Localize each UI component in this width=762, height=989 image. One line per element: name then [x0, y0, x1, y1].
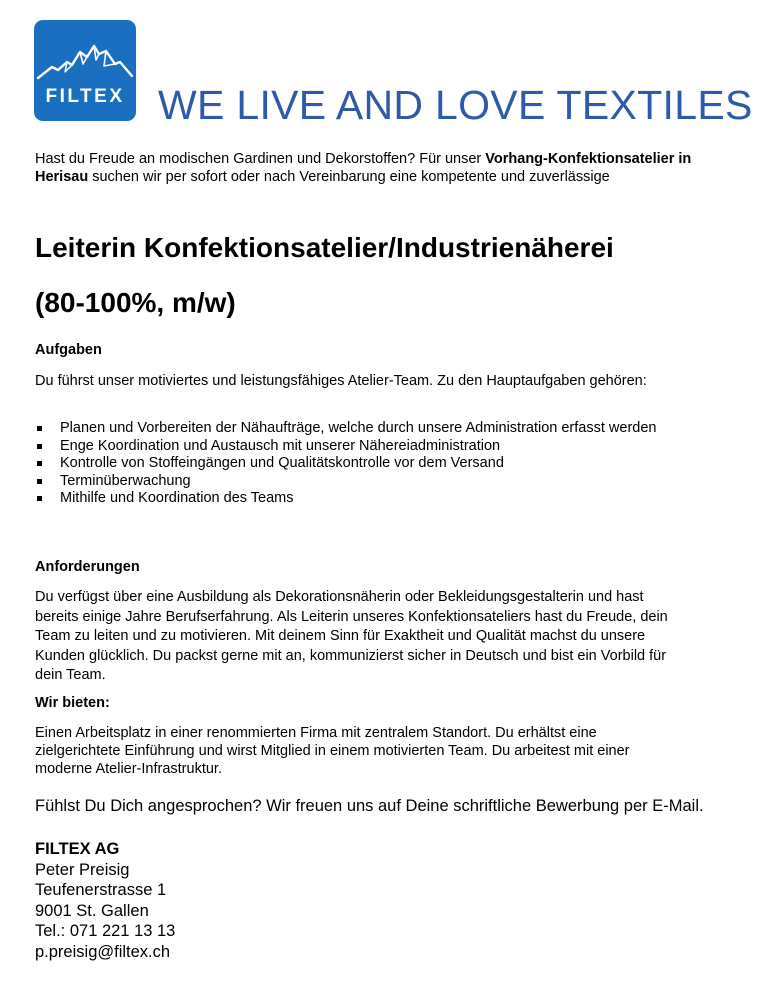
slogan: WE LIVE AND LOVE TEXTILES: [158, 82, 753, 128]
intro-paragraph: [35, 150, 747, 186]
wirbieten-text: Einen Arbeitsplatz in einer renommierten Firma mit zentralem Standort. Du erhältst eine zielgerichtete Einführung und wirst Mitglied in einem motivierten Team. Du arbeitest mit einer moderne Atelier-Infrastruktur.: [35, 725, 630, 777]
list-item: [35, 455, 675, 473]
list-item-text: Planen und Vorbereiten der Nähaufträge, welche durch unsere Administration erfasst werden: [60, 420, 657, 436]
bullet-square-icon: [37, 461, 42, 466]
aufgaben-list: [35, 420, 675, 508]
contact-block: [35, 839, 175, 962]
anforderungen-heading: Anforderungen: [35, 559, 140, 575]
list-item-text: Terminüberwachung: [60, 472, 191, 489]
intro-text-2: suchen wir per sofort oder nach Vereinbarung eine kompetente und zuverlässige: [88, 169, 610, 185]
wirbieten-heading: Wir bieten:: [35, 695, 110, 711]
logo-text: FILTEX: [45, 86, 125, 107]
intro-bold: Vorhang-Konfektionsatelier in Herisau: [35, 151, 692, 185]
list-item: [35, 473, 675, 491]
mountain-icon: [34, 20, 136, 90]
list-item: [35, 490, 675, 508]
list-item-text: Enge Koordination und Austausch mit unserer Nähereiadministration: [60, 437, 501, 454]
bullet-square-icon: [37, 496, 42, 501]
bullet-square-icon: [37, 479, 42, 484]
job-title: [35, 220, 614, 330]
company-name: FILTEX AG: [35, 840, 120, 858]
anforderungen-text: Du verfügst über eine Ausbildung als Dekorationsnäherin oder Bekleidungsgestalterin und hast bereits einige Jahre Berufserfahrung. Als Leiterin unseres Konfektionsateliers hast du Freude, dein Team zu leiten und zu motivieren. Mit deinem Sinn für Exaktheit und Qualität machst du unsere Kunden glücklich. Du packst gerne mit an, kommunizierst sicher in Deutsch und bist ein Vorbild für dein Team.: [35, 589, 668, 683]
bullet-square-icon: [37, 426, 42, 431]
job-title-line2: (80-100%, m/w): [35, 287, 236, 318]
aufgaben-heading: Aufgaben: [35, 342, 102, 358]
contact-email: p.preisig@filtex.ch: [35, 942, 171, 961]
list-item: [35, 420, 675, 438]
aufgaben-intro: Du führst unser motiviertes und leistungsfähiges Atelier-Team. Zu den Hauptaufgaben gehören:: [35, 373, 647, 389]
list-item-text: Mithilfe und Koordination des Teams: [60, 490, 294, 506]
job-title-line1: Leiterin Konfektionsatelier/Industrienäherei: [35, 232, 614, 263]
contact-street: Teufenerstrasse 1: [35, 881, 167, 899]
contact-city: 9001 St. Gallen: [35, 901, 149, 920]
intro-text-1: Hast du Freude an modischen Gardinen und Dekorstoffen? Für unser: [35, 151, 486, 167]
bullet-square-icon: [37, 444, 42, 449]
contact-phone: Tel.: 071 221 13 13: [35, 922, 176, 940]
contact-name: Peter Preisig: [35, 860, 130, 879]
list-item: [35, 438, 675, 456]
list-item-text: Kontrolle von Stoffeingängen und Qualitätskontrolle vor dem Versand: [60, 455, 504, 471]
closing-text: Fühlst Du Dich angesprochen? Wir freuen uns auf Deine schriftliche Bewerbung per E-Mail.: [35, 797, 704, 815]
filtex-logo: [34, 20, 136, 121]
